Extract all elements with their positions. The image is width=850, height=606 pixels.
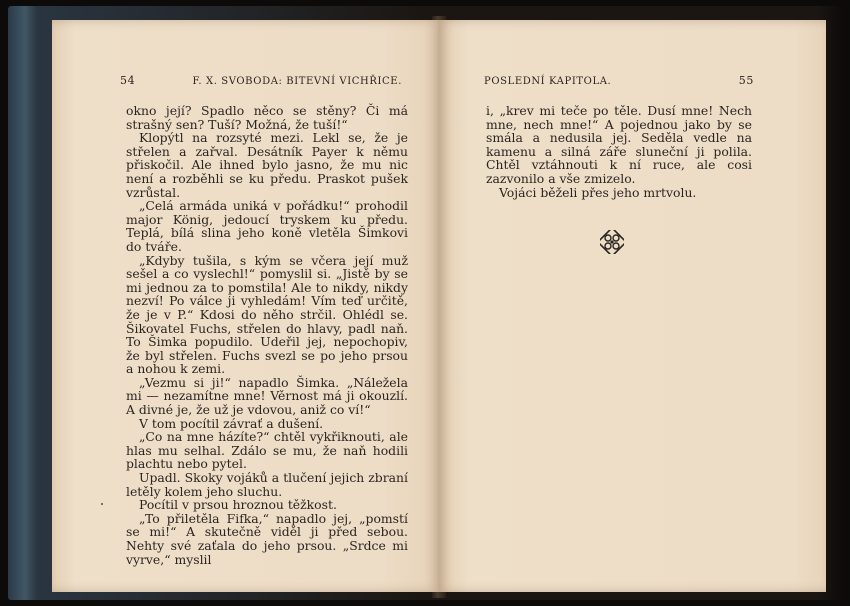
left-running-header [120,74,402,90]
paragraph: Upadl. Skoky vojáků a tlučení jejich zbraní letěly kolem jeho sluchu. [126,470,408,499]
paragraph: „Celá armáda uniká v pořádku!“ prohodil major König, jedoucí tryskem ku předu. Teplá, bílá slina jeho koně vletěla Šimkovi do tváře. [126,198,408,254]
paragraph: V tom pocítil závrať a dušení. [139,415,324,431]
paragraph: Klopýtl na rozsyté mezi. Lekl se, že je střelen a zařval. Desátník Payer k němu přiskočil. Ale ihned bylo jasno, že mu nic není a rozběhli se ku předu. Praskot pušek vzrůstal. [126,130,408,200]
paragraph: „Vezmu si ji!“ napadlo Šimka. „Náležela mi — nezamítne mne! Věrnost má ji okouzlí. A divné je, že už je vdovou, aniž co ví!“ [126,374,408,418]
right-page [438,20,826,592]
right-body-text [486,104,752,199]
right-page-number: 55 [738,74,754,87]
right-running-head: POSLEDNÍ KAPITOLA. [484,76,612,87]
left-page-number: 54 [120,74,136,87]
end-ornament-icon [600,230,624,254]
left-body-text [126,104,408,566]
margin-mark [101,503,103,505]
paragraph: okno její? Spadlo něco se stěny? Či má strašný sen? Tuší? Možná, že tuší!“ [126,103,408,132]
left-page [52,20,440,592]
paragraph: Vojáci běželi přes jeho mrtvolu. [499,184,697,200]
open-book [8,6,842,600]
right-running-header [484,74,754,90]
paragraph: „To přiletěla Fifka,“ napadlo jej, „pomstí se mi!“ A skutečně viděl ji před sebou. Nehty své zaťala do jeho prsou. „Srdce mi vyrve,“ myslil [126,510,408,567]
paragraph: Pocítil v prsou hroznou těžkost. [139,497,337,513]
paragraph: „Co na mne házíte?“ chtěl vykřiknouti, ale hlas mu selhal. Zdálo se mu, že naň hodili plachtu nebo pytel. [126,429,408,472]
paragraph: i, „krev mi teče po těle. Dusí mne! Nech mne, nech mne!“ A pojednou jako by se smála a nedusila jej. Seděla vedle na kamenu a silná záře sluneční ji polila. Chtěl vztáhnouti k ní ruce, ale cosi zazvonilo a vše zmizelo. [486,103,752,186]
paragraph: „Kdyby tušila, s kým se včera její muž sešel a co vyslechl!“ pomyslil si. „Jistě by se mi jednou za to pomstila! Ale to nikdy, nikdy nezví! Po válce ji vyhledám! Vím teď určitě, že je v P.“ Kdosi do něho strčil. Ohlédl se. Šikovatel Fuchs, střelen do hlavy, padl naň. To Šimka popudilo. Udeřil jej, nepochopiv, že byl střelen. Fuchs svezl se po jeho prsou a nohou k zemi. [126,252,408,377]
left-running-head: F. X. SVOBODA: BITEVNÍ VICHŘICE. [192,76,402,87]
